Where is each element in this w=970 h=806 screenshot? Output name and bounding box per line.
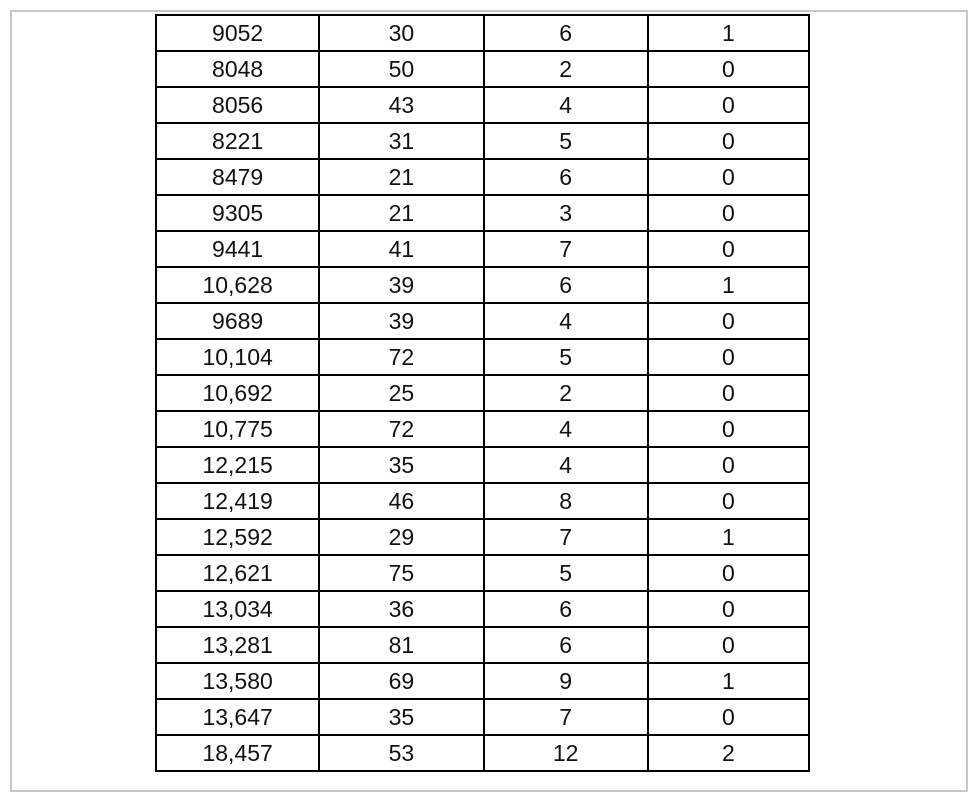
- table-cell: 43: [319, 87, 483, 123]
- table-cell: 30: [319, 15, 483, 51]
- table-cell: 0: [648, 159, 809, 195]
- document-viewport[interactable]: [12, 12, 966, 790]
- table-cell: 12,419: [156, 483, 319, 519]
- table-cell: 13,647: [156, 699, 319, 735]
- table-cell: 13,034: [156, 591, 319, 627]
- table-cell: 0: [648, 411, 809, 447]
- table-cell: 13,580: [156, 663, 319, 699]
- table-cell: 5: [484, 555, 648, 591]
- table-row: [156, 375, 809, 411]
- table-cell: 36: [319, 591, 483, 627]
- table-cell: 12: [484, 735, 648, 771]
- table-cell: 1: [648, 267, 809, 303]
- table-cell: 0: [648, 447, 809, 483]
- table-row: [156, 735, 809, 771]
- table-cell: 7: [484, 699, 648, 735]
- table-cell: 8479: [156, 159, 319, 195]
- table-cell: 8056: [156, 87, 319, 123]
- table-cell: 2: [484, 51, 648, 87]
- table-cell: 9689: [156, 303, 319, 339]
- table-cell: 3: [484, 195, 648, 231]
- table-cell: 0: [648, 123, 809, 159]
- table-row: [156, 303, 809, 339]
- table-row: [156, 267, 809, 303]
- table-cell: 18,457: [156, 735, 319, 771]
- table-cell: 10,628: [156, 267, 319, 303]
- document-frame: [10, 10, 968, 792]
- table-cell: 1: [648, 15, 809, 51]
- table-row: [156, 15, 809, 51]
- table-cell: 46: [319, 483, 483, 519]
- table-cell: 7: [484, 231, 648, 267]
- table-cell: 10,692: [156, 375, 319, 411]
- table-cell: 7: [484, 519, 648, 555]
- table-cell: 4: [484, 411, 648, 447]
- table-cell: 0: [648, 375, 809, 411]
- table-cell: 35: [319, 447, 483, 483]
- data-table: [155, 14, 810, 772]
- table-cell: 0: [648, 51, 809, 87]
- table-cell: 8221: [156, 123, 319, 159]
- table-cell: 6: [484, 267, 648, 303]
- table-row: [156, 447, 809, 483]
- table-cell: 75: [319, 555, 483, 591]
- table-cell: 13,281: [156, 627, 319, 663]
- table-cell: 41: [319, 231, 483, 267]
- table-cell: 6: [484, 627, 648, 663]
- table-cell: 72: [319, 339, 483, 375]
- table-cell: 8: [484, 483, 648, 519]
- table-cell: 9: [484, 663, 648, 699]
- table-cell: 0: [648, 483, 809, 519]
- table-row: [156, 195, 809, 231]
- table-cell: 5: [484, 339, 648, 375]
- table-row: [156, 123, 809, 159]
- table-cell: 0: [648, 231, 809, 267]
- table-cell: 4: [484, 447, 648, 483]
- table-cell: 1: [648, 519, 809, 555]
- table-row: [156, 591, 809, 627]
- table-cell: 0: [648, 87, 809, 123]
- table-cell: 10,775: [156, 411, 319, 447]
- table-cell: 0: [648, 303, 809, 339]
- table-cell: 50: [319, 51, 483, 87]
- table-row: [156, 411, 809, 447]
- table-cell: 29: [319, 519, 483, 555]
- table-cell: 2: [484, 375, 648, 411]
- table-cell: 4: [484, 87, 648, 123]
- table-cell: 6: [484, 591, 648, 627]
- table-cell: 21: [319, 159, 483, 195]
- table-cell: 39: [319, 267, 483, 303]
- table-cell: 21: [319, 195, 483, 231]
- table-cell: 2: [648, 735, 809, 771]
- table-cell: 4: [484, 303, 648, 339]
- table-cell: 25: [319, 375, 483, 411]
- table-cell: 0: [648, 627, 809, 663]
- table-row: [156, 519, 809, 555]
- table-row: [156, 159, 809, 195]
- table-cell: 39: [319, 303, 483, 339]
- table-cell: 6: [484, 15, 648, 51]
- table-cell: 1: [648, 663, 809, 699]
- table-body: [156, 15, 809, 771]
- table-row: [156, 483, 809, 519]
- table-cell: 0: [648, 555, 809, 591]
- table-row: [156, 699, 809, 735]
- table-cell: 31: [319, 123, 483, 159]
- table-cell: 69: [319, 663, 483, 699]
- table-cell: 5: [484, 123, 648, 159]
- table-cell: 72: [319, 411, 483, 447]
- table-cell: 9052: [156, 15, 319, 51]
- table-cell: 0: [648, 195, 809, 231]
- table-row: [156, 231, 809, 267]
- table-cell: 12,621: [156, 555, 319, 591]
- table-row: [156, 627, 809, 663]
- table-cell: 12,215: [156, 447, 319, 483]
- table-cell: 35: [319, 699, 483, 735]
- table-cell: 81: [319, 627, 483, 663]
- table-cell: 9305: [156, 195, 319, 231]
- table-cell: 6: [484, 159, 648, 195]
- table-cell: 10,104: [156, 339, 319, 375]
- table-row: [156, 51, 809, 87]
- table-cell: 53: [319, 735, 483, 771]
- table-row: [156, 663, 809, 699]
- table-cell: 0: [648, 699, 809, 735]
- table-cell: 12,592: [156, 519, 319, 555]
- table-row: [156, 555, 809, 591]
- table-cell: 8048: [156, 51, 319, 87]
- table-row: [156, 87, 809, 123]
- table-cell: 0: [648, 339, 809, 375]
- table-cell: 9441: [156, 231, 319, 267]
- table-cell: 0: [648, 591, 809, 627]
- table-row: [156, 339, 809, 375]
